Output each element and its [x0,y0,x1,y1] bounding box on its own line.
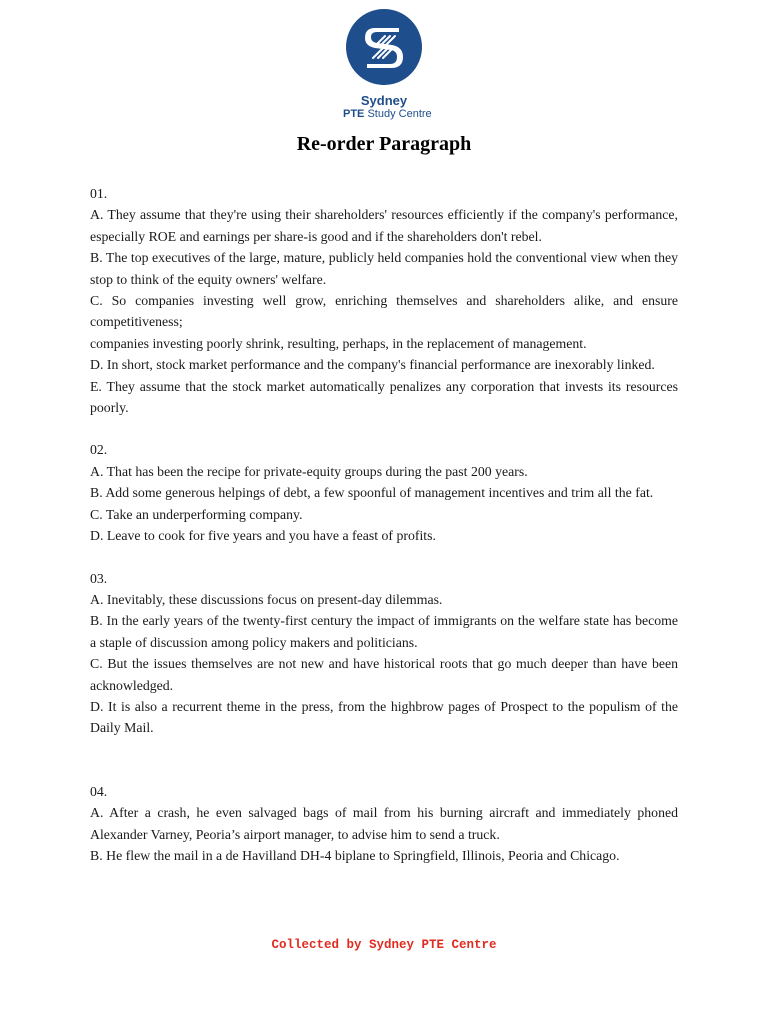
question-number: 04. [90,783,108,799]
question-number: 02. [90,442,108,458]
paragraph-option: C. So companies investing well grow, enriching themselves and shareholders alike, and ensure competitiveness; [90,293,678,330]
paragraph-option: B. He flew the mail in a de Havilland DH-4 biplane to Springfield, Illinois, Peoria and Chicago. [90,847,620,863]
questions-list [90,183,678,887]
paragraph-option: C. Take an underperforming company. [90,506,303,522]
question-block [90,781,678,867]
question-block [90,568,678,739]
logo-s-emblem-icon [345,8,423,86]
question-block [90,439,678,546]
logo-text-sydney: Sydney [360,93,408,108]
paragraph-option: A. That has been the recipe for private-equity groups during the past 200 years. [90,463,528,479]
paragraph-option: A. Inevitably, these discussions focus on present-day dilemmas. [90,591,443,607]
paragraph-option: companies investing poorly shrink, resulting, perhaps, in the replacement of management. [90,335,587,351]
paragraph-option: E. They assume that the stock market automatically penalizes any corporation that invests its resources poorly. [90,378,678,416]
question-number: 03. [90,570,108,586]
question-number: 01. [90,186,108,201]
sydney-pte-logo [343,8,432,120]
paragraph-option: B. Add some generous helpings of debt, a few spoonful of management incentives and trim all the fat. [90,485,654,501]
paragraph-option: D. It is also a recurrent theme in the press, from the highbrow pages of Prospect to the populism of the Daily Mail. [90,698,678,736]
paragraph-option: C. But the issues themselves are not new and have historical roots that go much deeper than have been acknowledged. [90,656,678,693]
footer-credit: Collected by Sydney PTE Centre [271,938,497,952]
paragraph-option: D. In short, stock market performance and the company's financial performance are inexorably linked. [90,357,655,373]
page-title: Re-order Paragraph [296,133,472,155]
paragraph-option: A. After a crash, he even salvaged bags of mail from his burning aircraft and immediately phoned Alexander Varney, Peoria’s airport manager, to advise him to send a truck. [90,805,678,842]
question-block [90,183,678,418]
paragraph-option: A. They assume that they're using their shareholders' resources efficiently if the company's performance, especially ROE and earnings per share-is good and if the shareholders don't rebel. [90,207,678,244]
paragraph-option: B. The top executives of the large, mature, publicly held companies hold the conventional view when they stop to think of the equity owners' welfare. [90,250,678,287]
paragraph-option: D. Leave to cook for five years and you have a feast of profits. [90,528,436,544]
logo-text-pte-study-centre: PTE Study Centre [343,108,432,120]
paragraph-option: B. In the early years of the twenty-first century the impact of immigrants on the welfare state has become a staple of discussion among policy makers and politicians. [90,613,678,650]
